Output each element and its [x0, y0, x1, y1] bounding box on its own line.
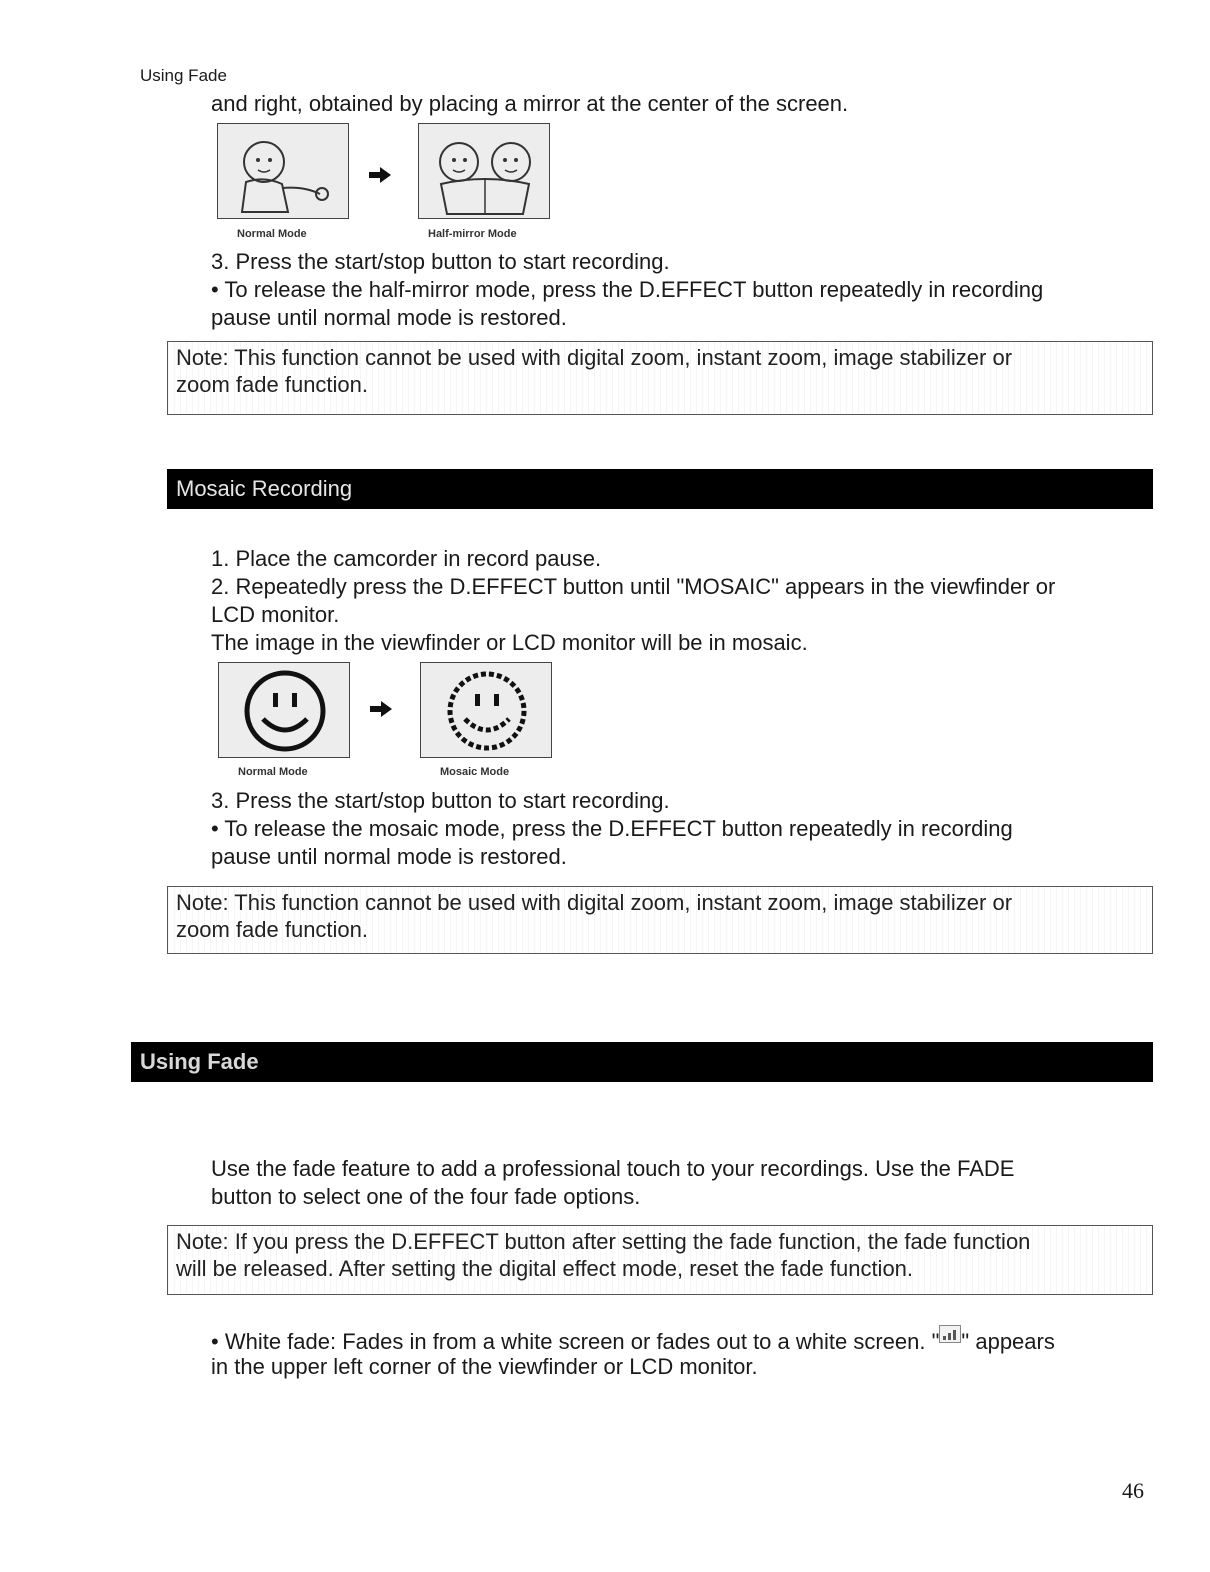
fade-intro-line-1: Use the fade feature to add a professional touch to your recordings. Use the FADE [211, 1156, 1015, 1181]
mosaic-release-bullet-line-1: • To release the mosaic mode, press the D.EFFECT button repeatedly in recording [211, 816, 1013, 841]
caption-normal-mode: Normal Mode [237, 228, 307, 240]
mosaic-step-2-line-1: 2. Repeatedly press the D.EFFECT button until "MOSAIC" appears in the viewfinder or [211, 574, 1056, 599]
fade-note-box [167, 1225, 1153, 1295]
caption-half-mirror-mode: Half-mirror Mode [428, 228, 517, 240]
white-fade-text-end: " appears [961, 1329, 1055, 1354]
note-line: zoom fade function. [176, 917, 369, 942]
white-fade-bullet-line-1 [211, 1325, 1055, 1356]
half-mirror-intro: and right, obtained by placing a mirror at the center of the screen. [211, 91, 849, 116]
mosaic-mode-smiley-image [420, 662, 552, 758]
caption-mosaic-mode: Mosaic Mode [440, 766, 510, 778]
note-line: will be released. After setting the digital effect mode, reset the fade function. [176, 1256, 914, 1281]
section-heading-using-fade: Using Fade [131, 1042, 1153, 1082]
arrow-right-icon [368, 166, 392, 184]
arrow-right-icon [369, 700, 393, 718]
note-line: zoom fade function. [176, 372, 369, 397]
running-head: Using Fade [140, 66, 227, 85]
page-number: 46 [1122, 1478, 1144, 1503]
half-mirror-note-box [167, 341, 1153, 415]
mosaic-release-bullet-line-2: pause until normal mode is restored. [211, 844, 567, 869]
white-fade-indicator-icon [939, 1325, 961, 1343]
mosaic-step-3: 3. Press the start/stop button to start recording. [211, 788, 670, 813]
mosaic-result: The image in the viewfinder or LCD monitor will be in mosaic. [211, 630, 808, 655]
half-mirror-mode-baby-image [418, 123, 550, 219]
fade-intro-line-2: button to select one of the four fade options. [211, 1184, 641, 1209]
mosaic-step-1: 1. Place the camcorder in record pause. [211, 546, 602, 571]
half-mirror-release-bullet-line-2: pause until normal mode is restored. [211, 305, 567, 330]
white-fade-text: • White fade: Fades in from a white screen or fades out to a white screen. " [211, 1329, 940, 1354]
mosaic-step-2-line-2: LCD monitor. [211, 602, 340, 627]
note-line: Note: If you press the D.EFFECT button after setting the fade function, the fade function [176, 1229, 1031, 1254]
caption-normal-mode: Normal Mode [238, 766, 308, 778]
note-line: Note: This function cannot be used with digital zoom, instant zoom, image stabilizer or [176, 890, 1013, 915]
half-mirror-step-3: 3. Press the start/stop button to start recording. [211, 249, 670, 274]
half-mirror-release-bullet-line-1: • To release the half-mirror mode, press the D.EFFECT button repeatedly in recording [211, 277, 1044, 302]
normal-mode-baby-image [217, 123, 349, 219]
normal-mode-smiley-image [218, 662, 350, 758]
note-line: Note: This function cannot be used with digital zoom, instant zoom, image stabilizer or [176, 345, 1013, 370]
section-heading-mosaic-recording: Mosaic Recording [167, 469, 1153, 509]
white-fade-bullet-line-2: in the upper left corner of the viewfinder or LCD monitor. [211, 1354, 758, 1379]
mosaic-note-box [167, 886, 1153, 954]
